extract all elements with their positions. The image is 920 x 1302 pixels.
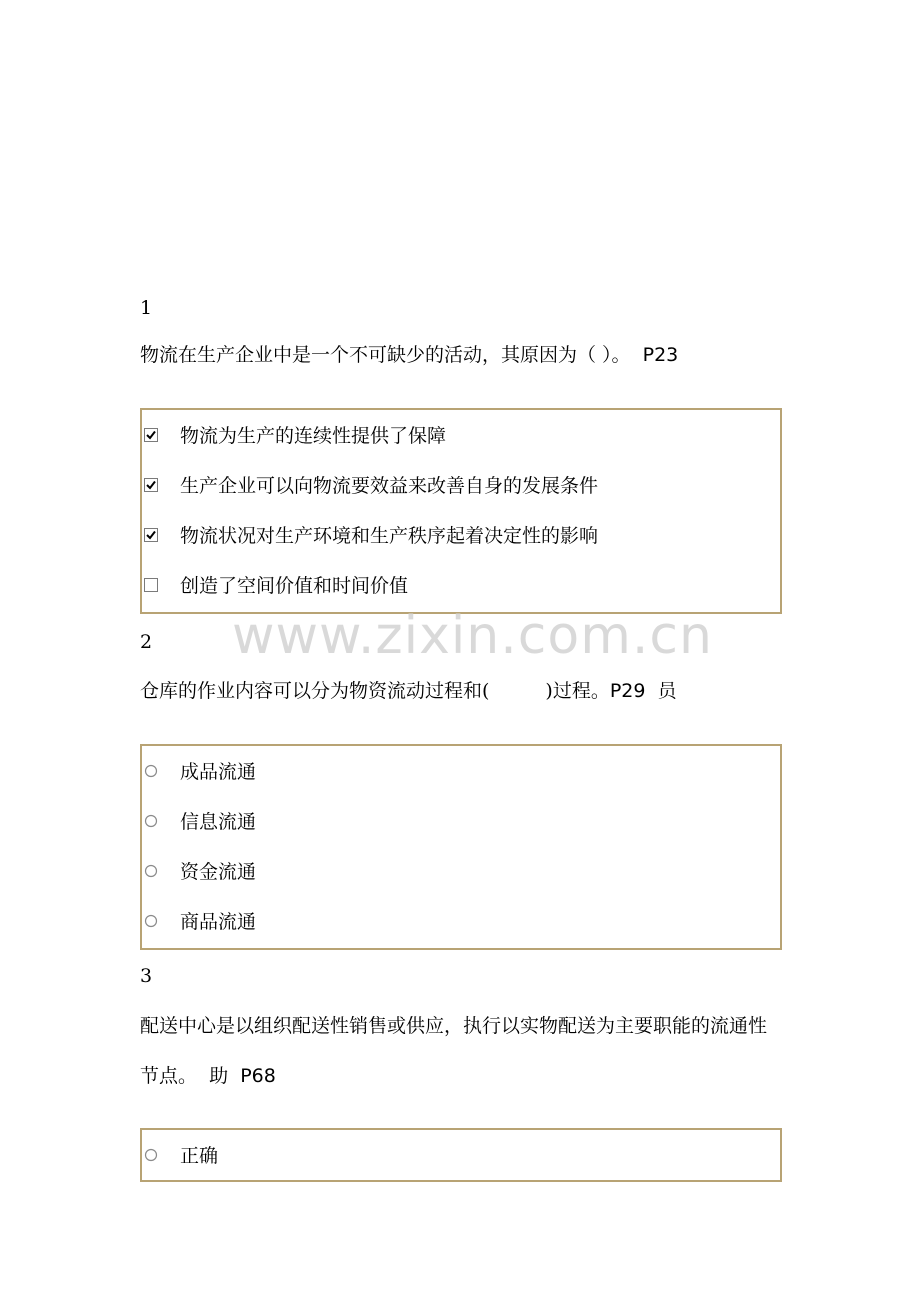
question-2-stem-before: 仓库的作业内容可以分为物资流动过程和(: [140, 680, 490, 702]
question-2-text: [140, 666, 782, 716]
question-1-option-4[interactable]: [142, 562, 780, 612]
question-1-option-3[interactable]: [142, 512, 780, 562]
radio-button-icon[interactable]: [144, 764, 158, 778]
radio-button-icon[interactable]: [144, 864, 158, 878]
question-3-options: [140, 1128, 782, 1182]
checkbox-unchecked-icon[interactable]: [144, 578, 158, 592]
question-2-number: 2: [140, 631, 153, 653]
question-3-suffix: 助: [209, 1065, 229, 1087]
question-1-option-2-label: 生产企业可以向物流要效益来改善自身的发展条件: [180, 475, 599, 497]
question-1-options: [140, 408, 782, 614]
question-2-option-3[interactable]: [142, 848, 780, 898]
question-2-stem-after: )过程。: [545, 680, 610, 702]
checkbox-checked-icon[interactable]: [144, 428, 158, 442]
question-3-stem: 配送中心是以组织配送性销售或供应，执行以实物配送为主要职能的流通性节点。: [140, 1015, 768, 1087]
question-2-option-2-label: 信息流通: [180, 811, 257, 833]
question-3-option-1-label: 正确: [180, 1145, 219, 1167]
checkbox-checked-icon[interactable]: [144, 478, 158, 492]
question-2-option-1[interactable]: [142, 748, 780, 798]
question-2-page-ref: P29: [609, 680, 646, 702]
question-1-number: 1: [140, 297, 153, 319]
question-1-page-ref: P23: [642, 344, 679, 366]
question-2-suffix: 员: [657, 680, 677, 702]
question-3-page-ref: P68: [240, 1065, 276, 1087]
checkbox-checked-icon[interactable]: [144, 528, 158, 542]
radio-button-icon[interactable]: [144, 914, 158, 928]
question-3-text: [140, 1001, 782, 1101]
question-3-option-1[interactable]: [142, 1132, 780, 1182]
question-1-option-1[interactable]: [142, 412, 780, 462]
question-1-text: [140, 330, 782, 380]
question-1-stem: 物流在生产企业中是一个不可缺少的活动，其原因为（ ）。: [140, 344, 631, 366]
question-3-number: 3: [140, 965, 153, 987]
question-2-option-3-label: 资金流通: [180, 861, 257, 883]
question-1-option-3-label: 物流状况对生产环境和生产秩序起着决定性的影响: [180, 525, 599, 547]
question-1-option-4-label: 创造了空间价值和时间价值: [180, 575, 409, 597]
watermark: www.zixin.com.cn: [232, 606, 713, 666]
radio-button-icon[interactable]: [144, 1148, 158, 1162]
question-1-option-2[interactable]: [142, 462, 780, 512]
question-2-option-4[interactable]: [142, 898, 780, 948]
question-2-option-1-label: 成品流通: [180, 761, 257, 783]
radio-button-icon[interactable]: [144, 814, 158, 828]
question-2-option-2[interactable]: [142, 798, 780, 848]
question-1-option-1-label: 物流为生产的连续性提供了保障: [180, 425, 447, 447]
question-2-options: [140, 744, 782, 950]
question-2-option-4-label: 商品流通: [180, 911, 257, 933]
